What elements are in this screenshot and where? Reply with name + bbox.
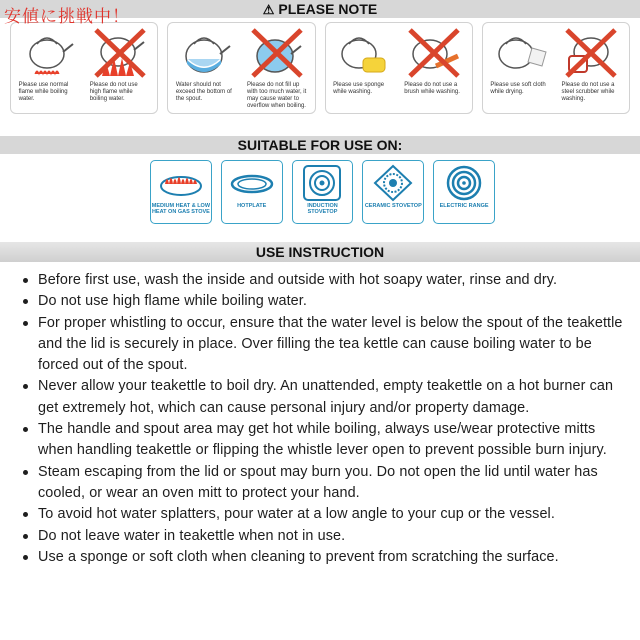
kettle-sponge-icon [333,26,393,80]
suitable-label: ELECTRIC RANGE [439,203,489,209]
note-card-water-level [167,22,315,114]
note-card-washing [325,22,473,114]
please-note-title: PLEASE NOTE [278,1,378,17]
warning-icon: ⚠ [262,2,275,17]
suitable-hotplate [221,160,283,224]
note-caption: Please do not use high flame while boiling water. [89,82,138,102]
instruction-header [0,242,640,262]
kettle-water-level-icon [176,26,236,80]
instruction-item: Never allow your teakettle to boil dry. An unattended, empty teakettle on a hot burner can get extremely hot, which can cause personal injury and/or property damage. [16,376,628,419]
stovetop-icons [150,160,495,224]
instruction-item: To avoid hot water splatters, pour water at a low angle to your cup or the vessel. [16,504,628,525]
suitable-electric-range [433,160,495,224]
suitable-gas-stove [150,160,212,224]
induction-icon [296,164,348,202]
note-card-drying [482,22,630,114]
kettle-brush-forbidden-icon [404,26,464,80]
please-note-cards [10,22,630,114]
electric-range-icon [438,164,490,202]
instruction-item: Do not use high flame while boiling water. [16,291,628,312]
instruction-title: USE INSTRUCTION [255,244,385,260]
note-caption: Please do not fill up with too much water, it may cause water to overflow when boiling. [246,82,307,109]
instruction-item: Use a sponge or soft cloth when cleaning to prevent from scratching the surface. [16,547,628,568]
note-caption: Please use sponge while washing. [333,82,385,95]
ceramic-icon [367,164,419,202]
kettle-soft-cloth-icon [490,26,550,80]
instruction-item: Steam escaping from the lid or spout may burn you. Do not open the lid until water has cooled, or wear an oven mitt to protect your hand. [16,462,628,505]
kettle-normal-flame-icon [19,26,79,80]
instruction-list [16,270,628,568]
gas-stove-icon [155,164,207,202]
promo-overlay-text: 安値に挑戦中！ [4,7,130,27]
note-caption: Please use soft cloth while drying. [490,82,546,95]
suitable-label: HOTPLATE [237,203,267,209]
instruction-item: Before first use, wash the inside and outside with hot soapy water, rinse and dry. [16,270,628,291]
suitable-label: CERAMIC STOVETOP [364,203,422,209]
instruction-item: The handle and spout area may get hot while boiling, always use/wear protective mitts when handling teakettle or flipping the whistle lever open to prevent possible burn injury. [16,419,628,462]
note-caption: Please do not use a brush while washing. [404,82,460,95]
suitable-title: SUITABLE FOR USE ON: [237,137,403,153]
suitable-ceramic [362,160,424,224]
note-caption: Water should not exceed the bottom of the spout. [175,82,232,102]
suitable-label: INDUCTION STOVETOP [307,203,338,215]
hotplate-icon [226,164,278,202]
instruction-item: For proper whistling to occur, ensure that the water level is below the spout of the teakettle and the lid is securely in place. Over filling the tea kettle can cause boiling water to be forced out of the spout. [16,313,628,377]
kettle-overfill-forbidden-icon [247,26,307,80]
suitable-header [0,136,640,154]
kettle-high-flame-forbidden-icon [90,26,150,80]
instruction-item: Do not leave water in teakettle when not in use. [16,526,628,547]
note-card-flame [10,22,158,114]
suitable-label: MEDIUM HEAT & LOW HEAT ON GAS STOVE [151,203,211,215]
suitable-induction [292,160,354,224]
kettle-steel-scrubber-forbidden-icon [561,26,621,80]
note-caption: Please use normal flame while boiling water. [18,82,69,102]
note-caption: Please do not use a steel scrubber while washing. [561,82,615,102]
